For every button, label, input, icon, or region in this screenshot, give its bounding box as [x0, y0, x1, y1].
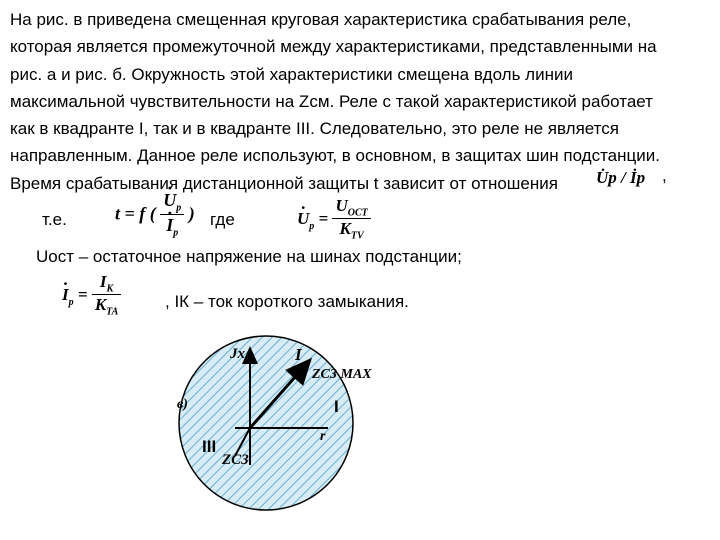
text-line: На рис. в приведена смещенная круговая характеристика срабатывания реле,: [10, 10, 632, 29]
text-line: которая является промежуточной между характеристиками, представленными на: [10, 37, 657, 57]
label-I-right: I: [334, 397, 339, 416]
U-symbol: · U: [163, 190, 176, 210]
t-eq-left: t = f (: [115, 203, 156, 224]
t-eq-fraction: [160, 190, 184, 238]
label-zcz: ZСЗ: [222, 452, 249, 468]
comma: ,: [662, 166, 667, 185]
gde-label: где: [210, 210, 235, 229]
t-equation: [115, 190, 195, 238]
up-fraction: [332, 196, 370, 242]
U-symbol: · U: [297, 209, 309, 228]
k-sub: К: [106, 283, 114, 295]
te-label: т.е.: [42, 210, 67, 229]
label-III: III: [202, 437, 217, 456]
ratio-formula: [596, 168, 645, 188]
p-sub: p: [173, 227, 179, 239]
text-line: направленным. Данное реле используют, в основном, в защитах шин подстанции.: [10, 146, 660, 166]
uost-line: Uост – остаточное напряжение на шинах подстанции;: [36, 247, 462, 266]
label-v: в): [177, 397, 188, 412]
tv-sub: TV: [350, 230, 364, 242]
I-k-symbol: I: [99, 272, 107, 291]
label-jx: Jx: [230, 346, 245, 362]
text-line: максимальной чувствительности на Zсм. Реле с такой характеристикой работает: [10, 91, 653, 111]
p-sub: p: [309, 220, 315, 232]
ip-equation: [62, 272, 121, 318]
text-line: Время срабатывания дистанционной защиты t зависит от отношения: [10, 173, 558, 193]
ta-sub: ТА: [106, 306, 119, 318]
K-ta-symbol: K: [94, 295, 107, 315]
K-tv-symbol: K: [339, 219, 351, 239]
text-line: как в квадранте I, так и в квадранте III. Следовательно, это реле не является: [10, 119, 619, 139]
ip-fraction: [92, 272, 122, 318]
text-line: рис. а и рис. б. Окружность этой характеристики смещена вдоль линии: [10, 64, 573, 84]
relay-characteristic-diagram: [150, 330, 410, 540]
p-sub: p: [176, 202, 182, 214]
characteristic-circle: [179, 336, 353, 510]
I-symbol: · I: [166, 215, 173, 235]
equals: =: [318, 208, 333, 228]
ratio-formula-text: U̇p / İp: [596, 168, 646, 187]
label-zcz-max: ZСЗ MAX: [312, 367, 372, 382]
U-ost-symbol: U: [335, 196, 348, 215]
I-symbol: · I: [62, 285, 69, 304]
p-sub: p: [68, 296, 74, 308]
ik-line: , IК – ток короткого замыкания.: [165, 292, 409, 311]
t-eq-right: ): [188, 203, 195, 224]
ost-sub: ОСТ: [347, 207, 368, 219]
label-I-top: I: [295, 345, 302, 364]
label-r: r: [320, 429, 326, 444]
up-equation: [297, 196, 371, 242]
equals: =: [77, 284, 92, 304]
